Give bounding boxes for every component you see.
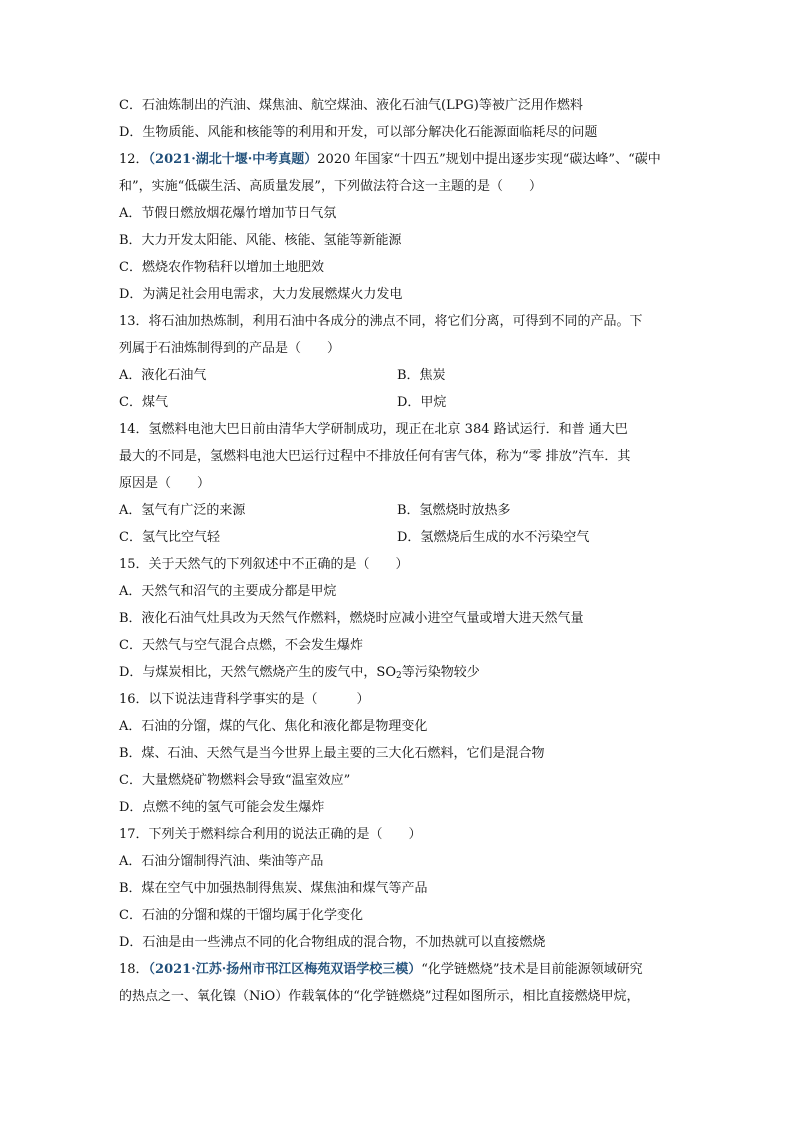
- q14-stem-line2: 最大的不同是，氢燃料电池大巴运行过程中不排放任何有害气体，称为“零 排放”汽车．其: [119, 449, 631, 464]
- q12-option-b: B．大力开发太阳能、风能、核能、氢能等新能源: [119, 233, 402, 248]
- q11-option-c: C．石油炼制出的汽油、煤焦油、航空煤油、液化石油气(LPG)等被广泛用作燃料: [119, 98, 583, 113]
- q14-options-row1: [119, 497, 679, 524]
- q12-option-c: C．燃烧农作物秸秆以增加土地肥效: [119, 260, 324, 275]
- q13-options-row2: [119, 389, 679, 416]
- q18-number: 18．: [119, 962, 149, 977]
- q18-stem-text: “化学链燃烧”技术是目前能源领域研究: [421, 962, 643, 977]
- q12-option-a: A．节假日燃放烟花爆竹增加节日气氛: [119, 206, 337, 221]
- q13-options-row1: [119, 362, 679, 389]
- q13-option-a: A．液化石油气: [119, 368, 207, 383]
- q15-stem: 15．关于天然气的下列叙述中不正确的是（ ）: [119, 557, 409, 572]
- q14-option-c: C．氢气比空气轻: [119, 530, 220, 545]
- q15-option-d-subscript: 2: [396, 671, 402, 681]
- q15-option-d-text: D．与煤炭相比，天然气燃烧产生的废气中，SO: [119, 665, 396, 680]
- q13-stem-line1: 13．将石油加热炼制，利用石油中各成分的沸点不同，将它们分离，可得到不同的产品。下: [119, 314, 643, 329]
- q14-option-a: A．氢气有广泛的来源: [119, 503, 246, 518]
- q16-option-d: D．点燃不纯的氢气可能会发生爆炸: [119, 800, 325, 815]
- q14-options-row2: [119, 524, 679, 551]
- q18-stem-line1: [119, 956, 679, 983]
- q16-stem: 16．以下说法违背科学事实的是（ ）: [119, 692, 370, 707]
- q15-option-d-tail: 等污染物较少: [401, 665, 480, 680]
- q12-stem-line2: 和”，实施“低碳生活、高质量发展”，下列做法符合这一主题的是（ ）: [119, 179, 542, 194]
- q14-stem-line1: 14．氢燃料电池大巴日前由清华大学研制成功，现正在北京 384 路试运行．和普 通大巴: [119, 422, 628, 437]
- q17-option-a: A．石油分馏制得汽油、柴油等产品: [119, 854, 324, 869]
- q12-stem-line1: [119, 146, 679, 173]
- q14-option-b: B．氢燃烧时放热多: [397, 503, 511, 518]
- q12-stem-text: 2020 年国家“十四五”规划中提出逐步实现“碳达峰”、“碳中: [317, 152, 661, 167]
- q16-option-a: A．石油的分馏，煤的气化、焦化和液化都是物理变化: [119, 719, 428, 734]
- q15-option-d: [119, 659, 679, 686]
- q15-option-c: C．天然气与空气混合点燃，不会发生爆炸: [119, 638, 363, 653]
- q17-option-c: C．石油的分馏和煤的干馏均属于化学变化: [119, 908, 363, 923]
- q15-option-a: A．天然气和沼气的主要成分都是甲烷: [119, 584, 337, 599]
- q18-source: （2021·江苏·扬州市邗江区梅苑双语学校三模）: [148, 962, 422, 977]
- q15-option-b: B．液化石油气灶具改为天然气作燃料，燃烧时应减小进空气量或增大进天然气量: [119, 611, 584, 626]
- q18-stem-line2: 的热点之一、氧化镍（NiO）作载氧体的“化学链燃烧”过程如图所示，相比直接燃烧甲烷，: [119, 989, 640, 1004]
- question-list: [119, 92, 679, 1010]
- q13-stem-line2: 列属于石油炼制得到的产品是（ ）: [119, 341, 341, 356]
- q14-stem-line3: 原因是（ ）: [119, 476, 211, 491]
- q13-option-c: C．煤气: [119, 395, 168, 410]
- q12-source: （2021·湖北十堰·中考真题）: [148, 152, 318, 167]
- q12-number: 12．: [119, 152, 149, 167]
- q12-option-d: D．为满足社会用电需求，大力发展燃煤火力发电: [119, 287, 403, 302]
- q17-option-b: B．煤在空气中加强热制得焦炭、煤焦油和煤气等产品: [119, 881, 428, 896]
- q17-option-d: D．石油是由一些沸点不同的化合物组成的混合物，不加热就可以直接燃烧: [119, 935, 546, 950]
- q11-option-d: D．生物质能、风能和核能等的利用和开发，可以部分解决化石能源面临耗尽的问题: [119, 125, 598, 140]
- q17-stem: 17．下列关于燃料综合利用的说法正确的是（ ）: [119, 827, 422, 842]
- q16-option-c: C．大量燃烧矿物燃料会导致“温室效应”: [119, 773, 351, 788]
- q16-option-b: B．煤、石油、天然气是当今世界上最主要的三大化石燃料，它们是混合物: [119, 746, 545, 761]
- q14-option-d: D．氢燃烧后生成的水不污染空气: [397, 530, 590, 545]
- q13-option-b: B．焦炭: [397, 368, 446, 383]
- q13-option-d: D．甲烷: [397, 395, 447, 410]
